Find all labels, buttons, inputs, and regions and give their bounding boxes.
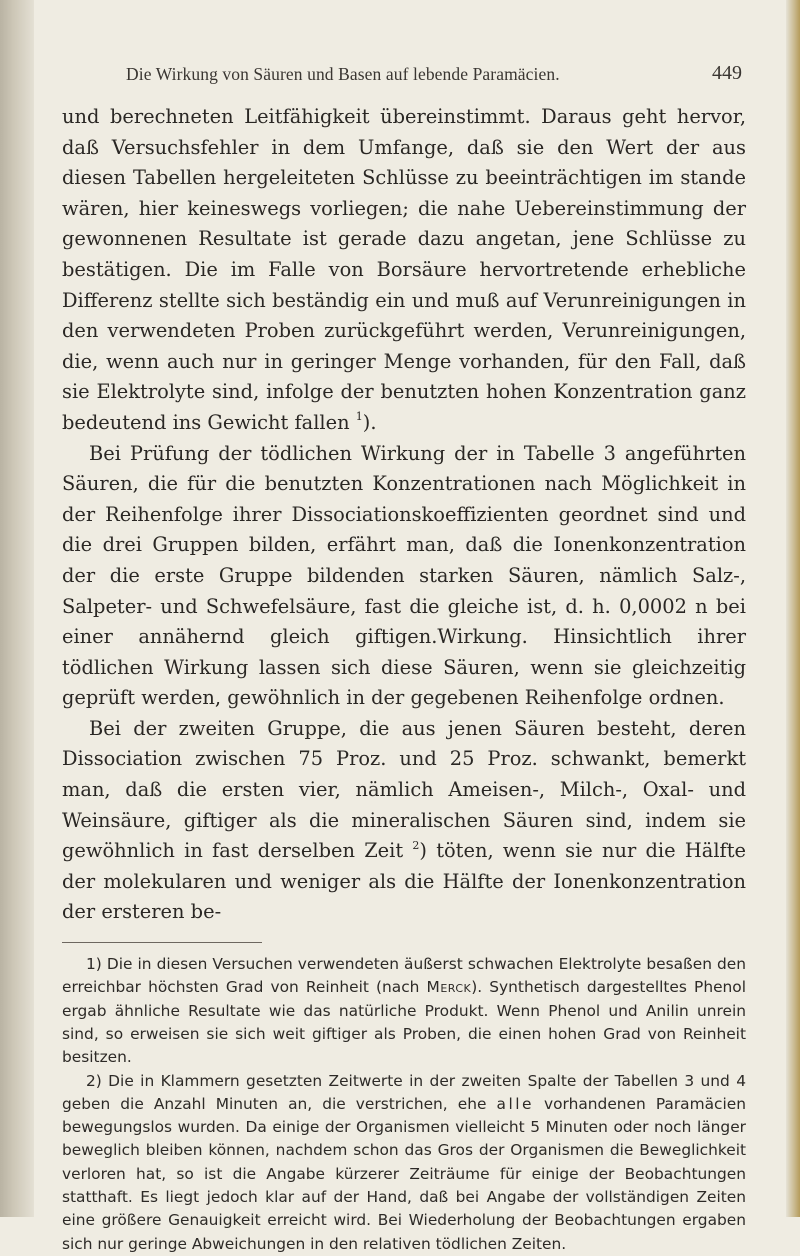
book-page (62, 60, 746, 1256)
footnotes (62, 953, 746, 1256)
footnote-1-text-b: ). Synthetisch dargestelltes Phenol ergab ähnliche Resultate wie das natürliche Produkt. Wenn Phenol und Anilin unrein sind, so erweisen sie sich weit giftiger als Proben, die einen hohen Grad von Reinheit besitzen. (62, 978, 746, 1067)
footnote-2-text-b: vorhandenen Paramäcien bewegungslos wurden. Da einige der Organismen vielleicht 5 Minuten oder noch länger beweglich bleiben können, nachdem schon das Gros der Organismen die Beweglichkeit verloren hat, so ist die Angabe kürzerer Zeiträume für einige der Beobachtungen statthaft. Es liegt jedoch klar auf der Hand, daß bei Angabe der vollständigen Zeiten eine größere Genauigkeit erreicht wird. Bei Wiederholung der Beobachtungen ergaben sich nur geringe Abweichungen in den relativen tödlichen Zeiten. (62, 1094, 746, 1253)
footnote-1 (62, 953, 746, 1069)
running-title: Die Wirkung von Säuren und Basen auf lebende Paramäcien. (126, 64, 560, 84)
paragraph-3-text-a: Bei der zweiten Gruppe, die aus jenen Säuren besteht, deren Dissociation zwischen 75 Proz. und 25 Proz. schwankt, bemerkt man, daß die ersten vier, nämlich Ameisen-, Milch-, Oxal- und Weinsäure, giftiger als die mineralischen Säuren sind, indem sie gewöhnlich in fast derselben Zeit (62, 716, 746, 863)
running-head (62, 60, 746, 94)
page-edge-shadow (786, 0, 800, 1217)
footnote-2 (62, 1070, 746, 1256)
paragraph-3-text-b: ) töten, wenn sie nur die Hälfte der molekularen und weniger als die Hälfte der Ionenkonzentration der ersteren be- (62, 839, 746, 924)
footnote-1-text-a: 1) Die in diesen Versuchen verwendeten äußerst schwachen Elektrolyte besaßen den erreichbar höchsten Grad von Reinheit (nach (62, 955, 746, 997)
footnote-ref-2: 2 (412, 838, 420, 852)
page-gutter-shadow (0, 0, 34, 1217)
footnote-ref-1: 1 (355, 410, 363, 424)
footnote-1-name: Merck (426, 978, 472, 997)
paragraph-1-end: ). (362, 410, 377, 434)
page-number: 449 (712, 62, 742, 84)
paragraph-1-text: und berechneten Leitfähigkeit übereinstimmt. Daraus geht hervor, daß Versuchsfehler in dem Umfange, daß sie den Wert der aus diesen Tabellen hergeleiteten Schlüsse zu beeinträchtigen im stande wären, hier keineswegs vorliegen; die nahe Uebereinstimmung der gewonnenen Resultate ist gerade dazu angetan, jene Schlüsse zu bestätigen. Die im Falle von Borsäure hervortretende erhebliche Differenz stellte sich beständig ein und muß auf Verunreinigungen in den verwendeten Proben zurückgeführt werden, Verunreinigungen, die, wenn auch nur in geringer Menge vorhanden, für den Fall, daß sie Elektrolyte sind, infolge der benutzten hohen Konzentration ganz bedeutend ins Gewicht fallen (62, 105, 746, 434)
paragraph-3 (62, 714, 746, 928)
footnote-2-text-a: 2) Die in Klammern gesetzten Zeitwerte in der zweiten Spalte der Tabellen 3 und 4 geben die Anzahl Minuten an, die verstrichen, ehe (62, 1071, 746, 1113)
paragraph-1 (62, 102, 746, 439)
paragraph-2: Bei Prüfung der tödlichen Wirkung der in Tabelle 3 angeführten Säuren, die für die benutzten Konzentrationen nach Möglichkeit in der Reihenfolge ihrer Dissociationskoeffizienten geordnet sind und die drei Gruppen bilden, erfährt man, daß die Ionenkonzentration der die erste Gruppe bildenden starken Säuren, nämlich Salz-, Salpeter- und Schwefelsäure, fast die gleiche ist, d. h. 0,0002 n bei einer annähernd gleich giftigen.Wirkung. Hinsichtlich ihrer tödlichen Wirkung lassen sich diese Säuren, wenn sie gleichzeitig geprüft werden, gewöhnlich in der gegebenen Reihenfolge ordnen. (62, 441, 746, 710)
footnote-separator (62, 942, 262, 943)
body-text (62, 102, 746, 928)
footnote-2-emphasis: alle (496, 1094, 534, 1113)
